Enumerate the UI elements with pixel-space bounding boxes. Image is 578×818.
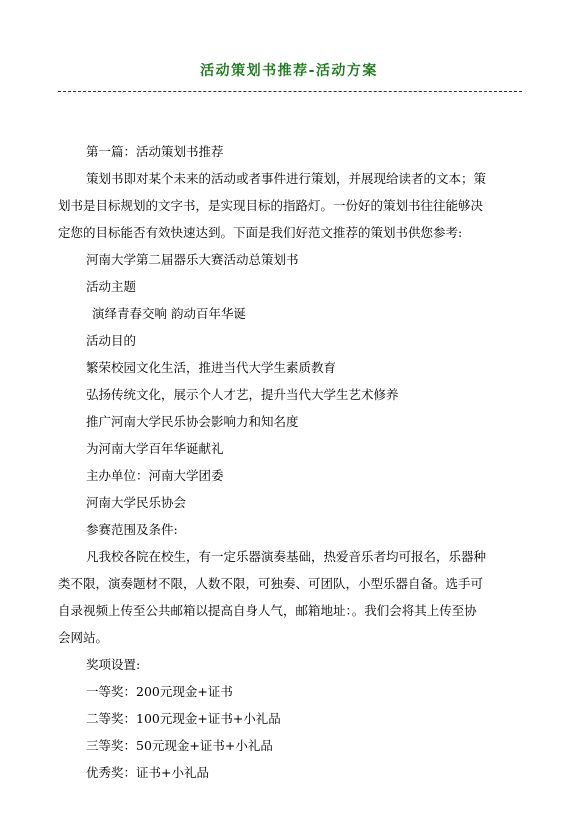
scope-paragraph-line: 凡我校各院在校生，有一定乐器演奏基础，热爱音乐者均可报名，乐器种: [86, 549, 487, 564]
document-title: 活动策划书推荐-活动方案: [200, 63, 378, 79]
intro-heading: 第一篇：活动策划书推荐: [86, 144, 224, 159]
intro-paragraph-line: 划书是目标规划的文字书，是实现目标的指路灯。一份好的策划书往往能够决: [58, 198, 484, 213]
purpose-item: 为河南大学百年华诞献礼: [86, 441, 224, 456]
organizer: 主办单位：河南大学团委: [86, 468, 224, 483]
intro-paragraph-line: 策划书即对某个未来的活动或者事件进行策划，并展现给读者的文本；策: [86, 171, 487, 186]
purpose-item: 推广河南大学民乐协会影响力和知名度: [86, 414, 299, 429]
scope-heading: 参赛范围及条件:: [86, 522, 178, 537]
purpose-item: 弘扬传统文化，展示个人才艺，提升当代大学生艺术修养: [86, 387, 399, 402]
award-item: 优秀奖：证书+小礼品: [86, 765, 209, 780]
purpose-heading: 活动目的: [86, 333, 137, 348]
awards-heading: 奖项设置:: [86, 657, 141, 672]
theme-text: 演绎青春交响 韵动百年华诞: [92, 306, 246, 321]
plan-title: 河南大学第二届器乐大赛活动总策划书: [86, 252, 299, 267]
title-divider: [58, 91, 522, 92]
scope-paragraph: [58, 543, 516, 651]
scope-paragraph-line: 类不限，演奏题材不限，人数不限，可独奏、可团队，小型乐器自备。选手可: [58, 576, 484, 591]
theme-heading: 活动主题: [86, 279, 137, 294]
scope-paragraph-line: 会网站。: [58, 630, 109, 645]
award-item: 二等奖：100元现金+证书+小礼品: [86, 711, 281, 726]
co-organizer: 河南大学民乐协会: [86, 495, 187, 510]
document-body: [58, 138, 516, 786]
intro-paragraph-line: 定您的目标能否有效快速达到。下面是我们好范文推荐的策划书供您参考:: [58, 225, 463, 240]
award-item: 一等奖：200元现金+证书: [86, 684, 233, 699]
purpose-item: 繁荣校园文化生活，推进当代大学生素质教育: [86, 360, 337, 375]
award-item: 三等奖：50元现金+证书+小礼品: [86, 738, 273, 753]
scope-paragraph-line: 自录视频上传至公共邮箱以提高自身人气，邮箱地址：。我们会将其上传至协: [58, 603, 477, 618]
intro-paragraph: [58, 165, 516, 246]
